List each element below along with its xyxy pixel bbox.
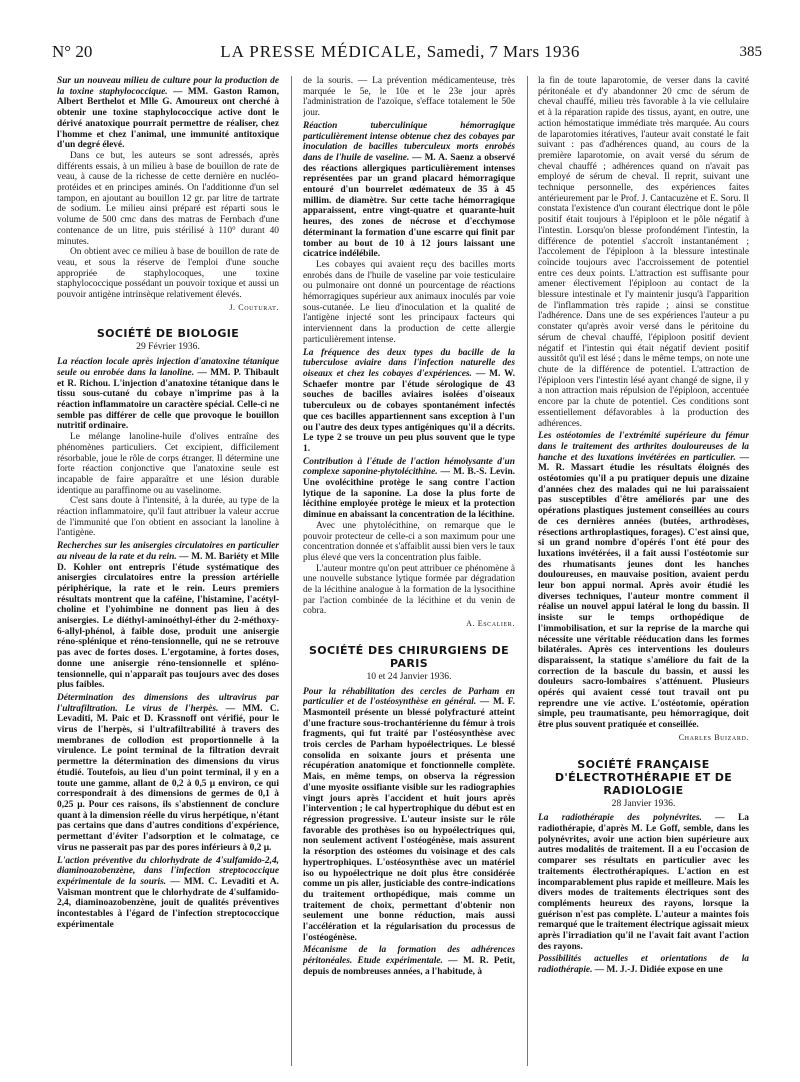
article-authors: MM. P. Thibault et R. Richou. — [57, 367, 279, 389]
section-heading: SOCIÉTÉ FRANÇAISE D'ÉLECTROTHÉRAPIE ET DE RADIOLOGIE — [554, 757, 733, 797]
article-title: La réaction locale après injection d'anatoxine tétanique seule ou enrobée dans la lanoline. — MM. P. Thibault et R. Richou. L'injection d'anatoxine tétanique dans le tissu sous-cutané du cobaye n'imprime pas à la réaction inflammatoire un caractère spécial. Celle-ci ne semble pas différer de celle que provoque le bouillon nutritif ordinaire. — [57, 357, 279, 432]
section-heading: SOCIÉTÉ DES CHIRURGIENS DE PARIS — [308, 643, 510, 670]
article-authors: MM. C. Levaditi, M. Paic et D. Krassnoff — [57, 703, 279, 725]
article-title: Détermination des dimensions des ultravirus par l'ultrafiltration. Le virus de l'herpès. — MM. C. Levaditi, M. Paic et D. Krassnoff ont vérifié, pour le virus de l'herpès, si l'ultrafiltrabilité à travers des membranes de collodion est proportionnelle à la virulence. Le point terminal de la filtration devrait permettre la détermination des dimensions du virus étudié. Toutefois, au lieu d'un point terminal, il y en a toute une gamme, allant de 0,2 à 0,5 μ environ, ce qui correspondrait à des dimensions de germes de 0,1 à 0,25 μ. Pour ces raisons, ils s'abstiennent de conclure quant à la dimension réelle du virus herpétique, n'étant pas certains que dans d'autres conditions d'expérience, permettant d'éviter l'adsorption et le colmatage, ce virus ne passerait pas par des pores inférieurs à 0,2 μ. — [57, 692, 279, 853]
page-number: 385 — [739, 44, 762, 60]
signature: J. Couturat. — [229, 302, 279, 312]
article-title: Réaction tuberculinique hémorragique particulièrement intense obtenue chez des cobayes par inoculation de bacilles tuberculeux morts enrobés dans de l'huile de vaseline. — M. A. Saenz a observé des réactions allergiques particulièrement intenses représentées par un grand placard hémorragique entouré d'un bourrelet œdémateux de 35 à 45 millim. de diamètre. Sur cette tache hémorragique apparaissent, entre vingt-quatre et quarante-huit heures, des zones de nécrose et d'ecchymose déterminant la formation d'une escarre qui finit par tomber au bout de 10 à 12 jours laissant une cicatrice indélébile. — [303, 120, 515, 260]
article-authors: M. B.-S. Levin. — [453, 467, 515, 478]
journal-name: LA PRESSE MÉDICALE, — [220, 42, 423, 61]
article-title: Pour la réhabilitation des cercles de Parham en particulier et de l'ostéosynthèse en général. — M. F. Masmonteil présente un blessé polyfracturé atteint d'une fracture sous-trochantérienne du fémur à trois fragments, qui fut traité par l'ostéosynthèse avec trois cercles de Parham hypoélectriques. Le blessé consolida en soixante jours et présenta une récupération anatomique et fonctionnelle complète. Mais, en même temps, on observa la régression d'une myosite ossifiante visible sur les radiographies vingt jours après l'accident et huit jours après l'intervention ; le cal hypertrophique du début est en régression progressive. L'auteur insiste sur le rôle favorable des prothèses iso ou hypoélectriques qui, non seulement activent l'ostéogénèse, mais assurent la résorption des ostéomes du voisinage et des cals hypertrophiques. L'ostéosynthèse avec un matériel iso ou hypoélectrique ne doit plus être considérée comme un pis aller, justiciable des contre-indications du traitement orthopédique, mais comme un traitement de choix, permettant d'obtenir non seulement une bonne réduction, mais aussi l'accélération et la régularisation du processus de l'ostéogénèse. — [303, 686, 515, 943]
paragraph: la fin de toute laparotomie, de verser dans la cavité péritonéale et d'y abandonner 20 cmc de sérum de cheval chauffé, milieu très favorable à la vie cellulaire et à la réparation rapide des tissus, ayant, en outre, une action hémostatique immédiate très marquée. Au cours de laparotomies itératives, l'auteur avait constaté le fait suivant : pas d'adhérences quand, au cours de la première laparotomie, on avait versé du sérum de cheval chauffé ; adhérences quand on n'avait pas employé de sérum de cheval. Il reprit, suivant une technique personnelle, des expériences faites antérieurement par le Prof. J. Cantacuzène et E. Soru. Il constata l'existence d'un courant électrique dont le pôle positif était toujours à l'épiploon et le pôle négatif à l'intestin. Lorsqu'on blesse profondément l'intestin, la différence de potentiel s'accroît instantanément ; l'accolement de l'épiploon à la blessure intestinale coïncide toujours avec l'accroissement de potentiel entre ces deux points. L'attraction est suffisante pour amener électivement l'épiploon au contact de la blessure intestinale et l'y maintenir jusqu'à l'apparition de l'inflammation très rapide ; ainsi se constitue l'adhérence. Dans une de ses expériences l'auteur a pu constater qu'après avoir versé dans le péritoine du sérum de cheval chauffé, l'épiploon positif devient négatif et l'intestin qui était négatif devient positif aussitôt qu'il est lésé ; dans le même temps, on note une chute de la différence de potentiel. L'attraction de l'épiploon vers l'intestin lésé ayant changé de signe, il y a non attraction mais répulsion de l'épiploon, accentuée encore par la chute de potentiel. Ces conditions sont essentiellement défavorables à la production des adhérences. — [538, 76, 749, 429]
article-title: Possibilités actuelles et orientations de la radiothérapie. — M. J.-J. Didiée expose en une — [538, 954, 749, 976]
paragraph: de la souris. — La prévention médicamenteuse, très marquée le 5e, le 10e et le 23e jour après l'administration de l'azoïque, s'efface totalement le 50e jour. — [303, 76, 515, 119]
article-title: Recherches sur les anisergies circulatoires en particulier au niveau de la rate et du rein. — M. M. Bariéty et Mlle D. Kohler ont entrepris l'étude systématique des anisergies circulatoires entre la pression artérielle périphérique, la rate et le rein. Leurs premiers résultats montrent que la caféine, l'histamine, l'acétyl-choline et l'yohimbine ne donnent pas lieu à des anisergies. Le diéthyl-aminoéthyl-éther du 2-méthoxy-6-allyl-phénol, à faible dose, produit une anisergie réno-splénique et réno-tensionnelle, qui ne se retrouve pas avec de fortes doses. L'ergotamine, à fortes doses, donne une anisergie réno-tensionnelle et spléno-tensionnelle, qui n'apparaît pas toujours avec des doses plus faibles. — [57, 541, 279, 691]
article-title: L'action préventive du chlorhydrate de 4'sulfamido-2,4, diaminoazobenzène, dans l'infection streptococcique expérimentale de la souris. — MM. C. Levaditi et A. Vaisman montrent que le chlorhydrate de 4'sulfamido-2,4, diaminoazobenzène, jouit de qualités préventives incontestables à l'égard de l'infection streptococcique expérimentale — [57, 855, 279, 930]
page-header — [0, 0, 800, 70]
journal-title — [0, 42, 800, 62]
article-authors: M. R. Massart — [538, 463, 604, 474]
paragraph: C'est sans doute à l'intensité, à la durée, au type de la réaction inflammatoire, qu'il faut attribuer la valeur accrue de l'immunité que l'on obtient en associant la lanoline à l'antigène. — [57, 496, 279, 539]
paragraph: Dans ce but, les auteurs se sont adressés, après différents essais, à un milieu à base de bouillon de rate de veau, à cause de la richesse de cette dernière en nucléo-protéides et en principes aminés. On l'additionne d'un sel tampon, en ajoutant au bouillon 12 gr. par litre de tartrate de sodium. Le milieu ainsi préparé est réparti sous le volume de 500 cmc dans des matras de Fernbach d'une contenance de un litre, puis stérilisé à 110° durant 40 minutes. — [57, 150, 279, 247]
signature: Charles Buizard. — [678, 732, 749, 742]
article-authors: MM. C. Levaditi et A. Vaisman — [57, 876, 279, 898]
article-title: Contribution à l'étude de l'action hémolysante d'un complexe saponine-phytolécithine. — M. B.-S. Levin. Une ovolécithine protège le sang contre l'action lytique de la saponine. La dose la plus forte de lécithine employée protège le mieux et la protection diminue en abaissant la concentration de la lécithine. — [303, 456, 515, 521]
article-title: La fréquence des deux types du bacille de la tuberculose aviaire dans l'infection naturelle des oiseaux et chez les cobayes d'expériences. — M. W. Schaefer montre par l'étude sérologique de 43 souches de bacilles aviaires isolées d'oiseaux tuberculeux ou de cobayes spontanément infectés que ces bacilles appartiennent sans exception à l'un ou l'autre des deux types antigéniques qu'il a décrits. Le type 2 se trouve un peu plus souvent que le type 1. — [303, 347, 515, 454]
paragraph: L'auteur montre qu'on peut attribuer ce phénomène à une nouvelle substance lytique formée par dégradation de la lécithine analogue à la formation de la lysocithine par l'action combinée de la lécithine et du venin de cobra. — [303, 563, 515, 617]
issue-number: N° 20 — [52, 42, 93, 61]
column-3 — [538, 76, 749, 1076]
article-title: Mécanisme de la formation des adhérences péritonéales. Etude expérimentale. — M. R. Petit, depuis de nombreuses années, a l'habitude, à — [303, 945, 515, 977]
article-authors: M. F. Masmonteil — [303, 697, 515, 718]
article-authors: La radiothérapie, d'après M. Le Goff, — [538, 813, 749, 834]
column-rule-2 — [527, 76, 528, 1066]
paragraph: Les cobayes qui avaient reçu des bacilles morts enrobés dans de l'huile de vaseline par voie testiculaire ou pulmonaire ont donné un pourcentage de réactions hémorragiques supérieur aux animaux inoculés par voie sous-cutanée. Le lieu d'inoculation et la qualité de l'antigène injecté sont les principaux facteurs qui interviennent dans la production de cette allergie particulièrement intense. — [303, 259, 515, 345]
article-authors: M. R. Petit, — [462, 956, 515, 967]
section-date: 10 et 24 Janvier 1936. — [366, 670, 452, 682]
paragraph: Le mélange lanoline-huile d'olives entraîne des phénomènes particuliers. Cet excipient, difficilement résorbable, joue le rôle de corps étranger. Il détermine une forte réaction conjonctive que l'anatoxine seule est incapable de faire apparaître et une lésion durable identique au paraffinome ou au vaselinome. — [57, 432, 279, 496]
article-title: Sur un nouveau milieu de culture pour la production de la toxine staphylococcique. — MM. Gaston Ramon, Albert Berthelot et Mlle G. Amoureux ont cherché à obtenir une toxine staphylococcique active dont le dérivé anatoxique pourrait permettre de réaliser, chez l'homme et chez l'animal, une immunité antitoxique d'un degré élevé. — [57, 76, 279, 151]
article-authors: M. W. Schaefer — [303, 368, 515, 390]
column-1 — [57, 76, 279, 1076]
issue-date: Samedi, 7 Mars 1936 — [426, 42, 580, 61]
paragraph: On obtient avec ce milieu à base de bouillon de rate de veau, et sous la réserve de l'emploi d'une souche appropriée de staphylocoques, une toxine staphylococcique possédant un pouvoir toxique et aussi un pouvoir antigène intrinsèque relativement élevés. — [57, 247, 279, 301]
signature: A. Escalier. — [466, 619, 515, 629]
article-authors: M. M. Bariéty et Mlle D. Kohler — [57, 551, 279, 573]
article-title: Les ostéotomies de l'extrémité supérieure du fémur dans le traitement des arthrites douloureuses de la hanche et des luxations invétérées en particulier. — M. R. Massart étudie les résultats éloignés des ostéotomies qu'il a pu pratiquer depuis une dizaine d'années chez des malades qui ne lui paraissaient pas susceptibles d'être améliorés par une des opérations plastiques justement conseillées au cours de ces dernières années (butées, arthrodèses, résections arthroplastiques, forages). C'est ainsi que, si un grand nombre d'opérés l'ont été pour des luxations invétérées, il a fait aussi l'ostéotomie sur des rhumatisants jeunes dont les hanches douloureuses, en mauvaise position, avaient perdu leur bon appui normal. Après avoir étudié les diverses techniques, l'auteur montre comment il réalise un nouvel appui latéral le long du bassin. Il insiste sur le temps orthopédique de l'immobilisation, et sur la reprise de la marche qui nécessite une véritable rééducation dans les formes bilatérales. Après ces interventions les douleurs disparaissent, la statique s'améliore du fait de la correction de la bascule du bassin, et aussi les douleurs sacro-lombaires s'atténuent. Plusieurs opérés qui avaient cessé tout travail ont pu reprendre une vie active. L'ostéotomie, opération simple, peu traumatisante, peu hémorragique, doit être plus souvent pratiquée et conseillée. — [538, 431, 749, 731]
section-date: 28 Janvier 1936. — [611, 797, 676, 809]
paragraph: Avec une phytolécithine, on remarque que le pouvoir protecteur de celle-ci a son maximum pour une concentration donnée et s'affaiblit aussi bien vers le taux plus élevé que vers la concentration plus faible. — [303, 520, 515, 563]
section-heading: SOCIÉTÉ DE BIOLOGIE — [96, 327, 240, 341]
column-rule-1 — [291, 76, 292, 1066]
column-2 — [303, 76, 515, 1076]
article-authors: M. A. Saenz — [424, 152, 474, 163]
section-date: 29 Février 1936. — [136, 341, 200, 353]
article-authors: M. J.-J. Didiée — [606, 965, 666, 976]
article-title: La radiothérapie des polynévrites. — La radiothérapie, d'après M. Le Goff, semble, dans les polynévrites, avoir une action bien supérieure aux autres modalités de traitement. Il a eu l'occasion de comparer ses résultats en particulier avec les traitements électrothérapiques. L'action en est incomparablement plus rapide et meilleure. Mais les divers modes de traitements électriques sont des compléments heureux des rayons, lorsque la guérison n'est pas complète. L'auteur a maintes fois remarqué que le traitement électrique agissait mieux après l'irradiation qu'il ne l'avait fait avant l'action des rayons. — [538, 813, 749, 952]
article-authors: MM. Gaston Ramon, Albert Berthelot et Mlle G. Amoureux — [57, 86, 279, 108]
